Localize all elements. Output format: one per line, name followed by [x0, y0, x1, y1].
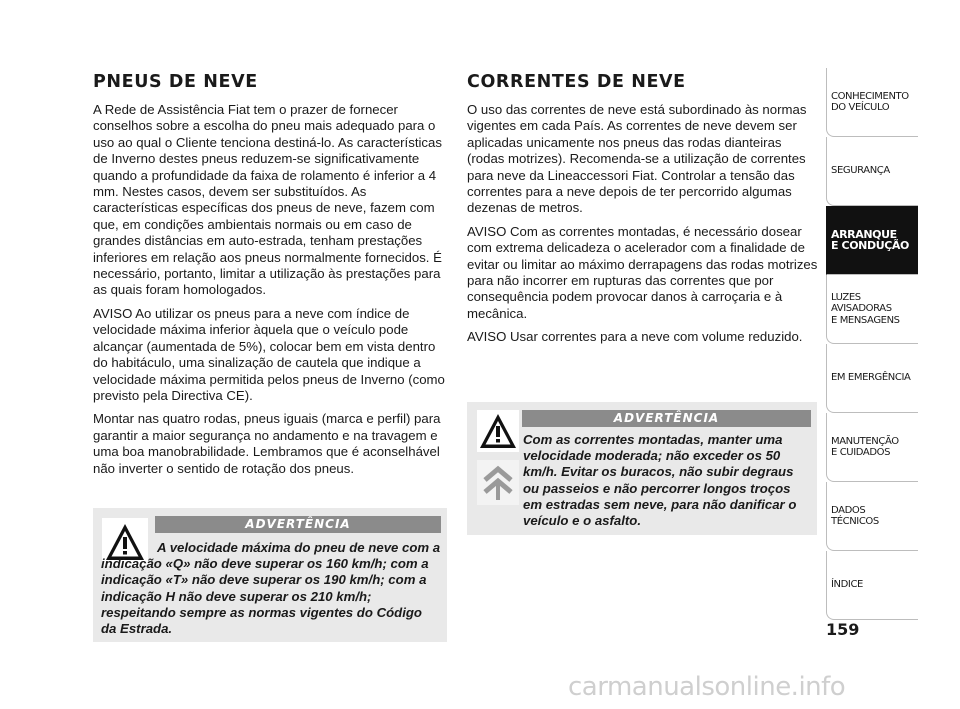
- snow-chains-section: [467, 72, 819, 353]
- paragraph: A Rede de Assistência Fiat tem o prazer de fornecer conselhos sobre a escolha do pneu mais adequado para o uso ao qual o Cliente tenciona destiná-lo. As características de Inverno destes pneus reduzem-se significativamente quando a profundidade da faixa de rolamento é inferior a 4 mm. Nestes casos, devem ser substituídos. As características específicas dos pneus de neve, fazem com que, em condições ambientais normais ou em caso de grandes distâncias em auto-estrada, tenham prestações inferiores em relação aos pneus normalmente fornecidos. É necessário, portanto, limitar a utilização às prestações para as quais foram homologados.: [93, 102, 442, 298]
- paragraph: AVISO Com as correntes montadas, é necessário dosear com extrema delicadeza o acelerador com a finalidade de evitar ou limitar ao máximo derrapagens das rodas motrizes para não incorrer em rupturas das correntes que por consequência podem provocar danos à carroçaria e à mecânica.: [467, 223, 818, 321]
- chapter-tabs: [826, 68, 918, 620]
- tab-em-emergencia[interactable]: [826, 344, 918, 413]
- tab-manutencao[interactable]: [826, 413, 918, 482]
- tab-label: MANUTENÇÃO E CUIDADOS: [831, 435, 899, 458]
- watermark: carmanualsonline.info: [568, 672, 846, 702]
- tab-label: DADOS TÉCNICOS: [831, 504, 879, 527]
- tab-dados-tecnicos[interactable]: [826, 482, 918, 551]
- tab-seguranca[interactable]: [826, 137, 918, 206]
- paragraph: AVISO Usar correntes para a neve com volume reduzido.: [467, 329, 803, 345]
- section-heading: PNEUS DE NEVE: [93, 72, 258, 92]
- paragraph: AVISO Ao utilizar os pneus para a neve com índice de velocidade máxima inferior àquela que o veículo pode alcançar (aumentada de 5%), colocar bem em vista dentro do habitáculo, uma sinalização de cautela que indique a velocidade máxima permitida pelos pneus de Inverno (como previsto pela Directiva CE).: [93, 305, 445, 403]
- tab-label: LUZES AVISADORAS E MENSAGENS: [831, 291, 900, 326]
- tab-label: CONHECIMENTO DO VEÍCULO: [831, 90, 909, 113]
- warning-text: Com as correntes montadas, manter uma velocidade moderada; não exceder os 50 km/h. Evitar os buracos, não subir degraus ou passeios e não percorrer longos troços em estradas sem neve, para não danificar o veículo e o asfalto.: [523, 432, 797, 529]
- tab-indice[interactable]: [826, 551, 918, 620]
- tab-conhecimento-do-veiculo[interactable]: [826, 68, 918, 137]
- tab-label: ARRANQUE E CONDUÇÃO: [831, 227, 909, 252]
- paragraph: O uso das correntes de neve está subordinado às normas vigentes em cada País. As correntes de neve devem ser aplicadas unicamente nos pneus das rodas dianteiras (rodas motrizes). Recomenda-se a utilização de correntes para neve da Lineaccessori Fiat. Controlar a tensão das correntes para a neve depois de ter percorrido algumas dezenas de metros.: [467, 102, 807, 216]
- warning-box: [467, 402, 817, 535]
- tab-label: EM EMERGÊNCIA: [831, 372, 911, 384]
- section-heading: CORRENTES DE NEVE: [467, 72, 686, 92]
- tab-label: SEGURANÇA: [831, 165, 890, 177]
- tab-luzes-avisadoras[interactable]: [826, 275, 918, 344]
- paragraph: Montar nas quatro rodas, pneus iguais (marca e perfil) para garantir a maior segurança no andamento e na travagem e uma boa manobrabilidade. Lembramos que é aconselhável não inverter o sentido de rotação dos pneus.: [93, 411, 441, 476]
- warning-box: [93, 508, 447, 642]
- warning-text: A velocidade máxima do pneu de neve com a indicação «Q» não deve superar os 160 km/h; com a indicação «T» não deve superar os 190 km/h; com a indicação H não deve superar os 210 km/h; respeitando sempre as normas vigentes do Código da Estrada.: [101, 540, 441, 637]
- snow-tyres-section: [93, 72, 445, 484]
- tab-arranque-e-conducao[interactable]: [826, 206, 918, 275]
- warning-title: ADVERTÊNCIA: [155, 516, 441, 533]
- warning-title: ADVERTÊNCIA: [522, 410, 811, 427]
- tab-label: ÍNDICE: [831, 579, 863, 591]
- page-number: 159: [826, 620, 860, 639]
